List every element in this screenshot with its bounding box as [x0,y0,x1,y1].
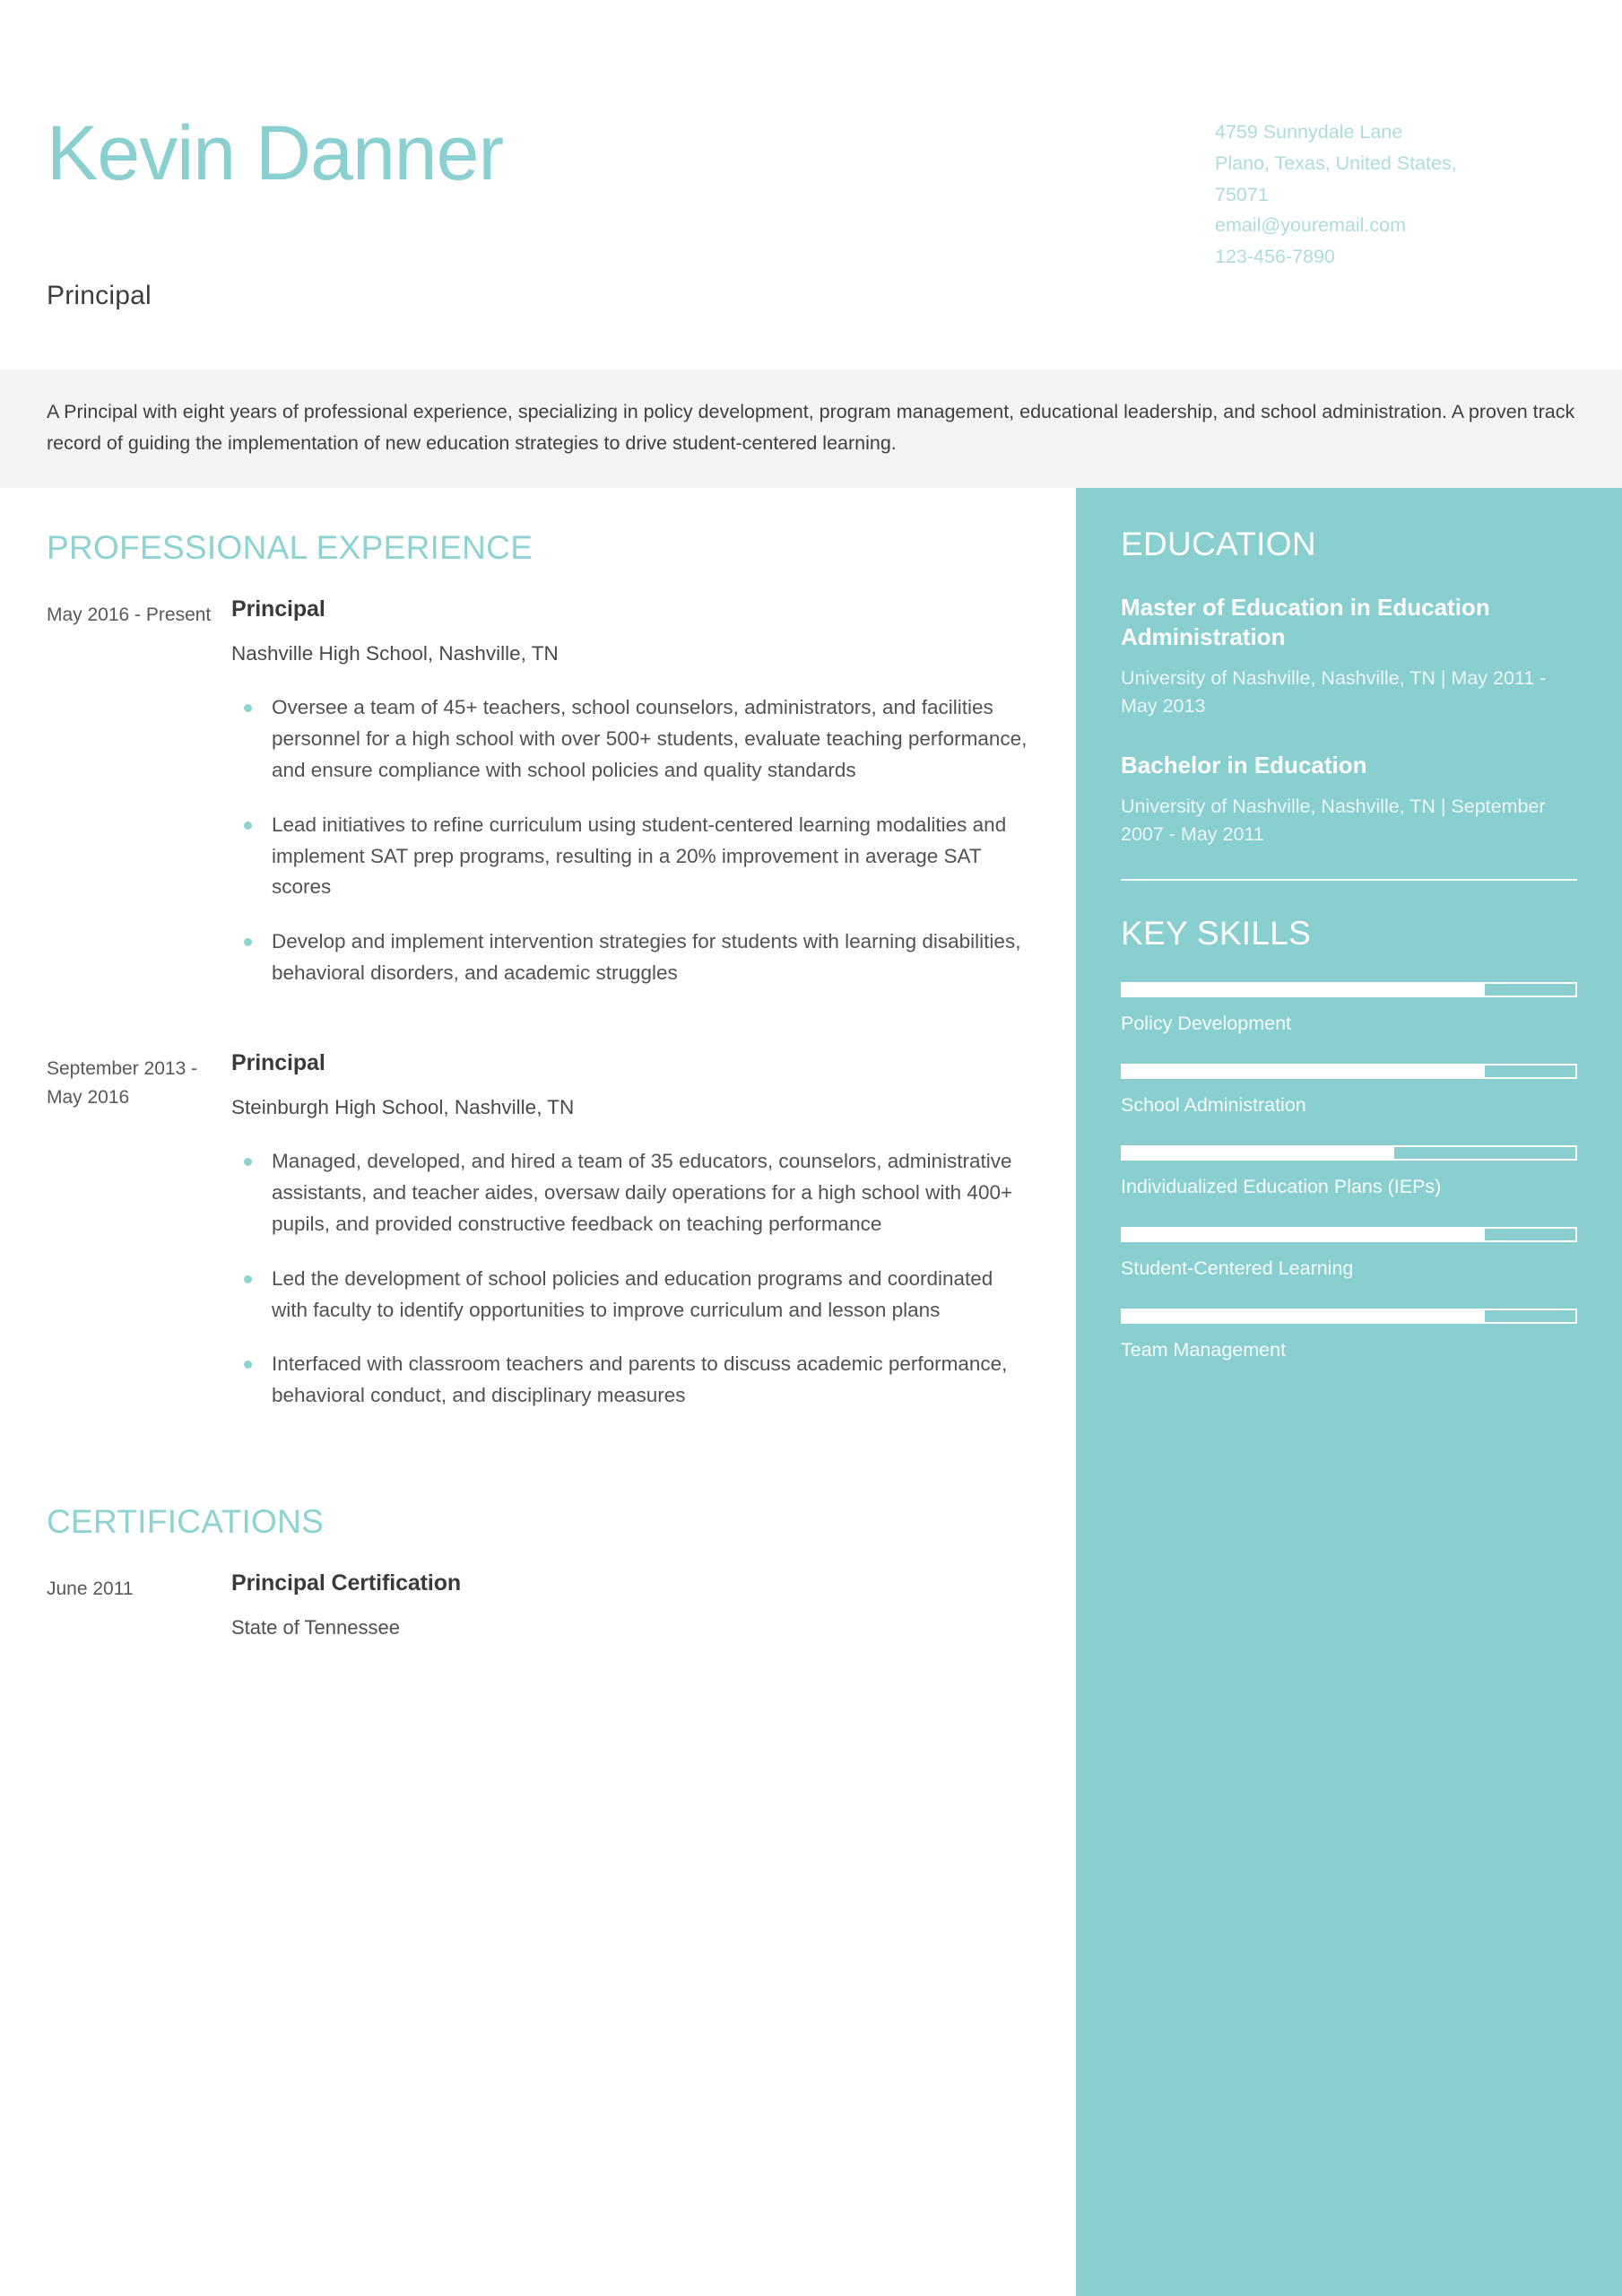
experience-bullet [231,926,1029,989]
bullet-dot-icon [244,1158,252,1166]
resume-body [0,488,1622,2296]
contact-address-line2: Plano, Texas, United States, [1215,152,1457,174]
education-degree: Bachelor in Education [1121,751,1367,778]
summary-text: A Principal with eight years of professional experience, specializing in policy development, program management, educational leadership, and school administration. A proven track record of guiding the implementation of new education strategies to drive student-centered learning. [47,401,1575,454]
experience-bullet [231,1146,1029,1240]
contact-block [1215,117,1511,273]
skill-label: Individualized Education Plans (IEPs) [1121,1175,1442,1197]
experience-entry-organization: Steinburgh High School, Nashville, TN [231,1096,575,1118]
certification-title: Principal Certification [231,1570,462,1596]
skill-level-fill [1123,984,1485,996]
experience-bullet-text: Oversee a team of 45+ teachers, school counselors, administrators, and facilities personnel for a high school with over 500+ students, evaluate teaching performance, and ensure compliance with school policies and quality standards [272,696,1028,781]
resume-header [0,0,1622,359]
skill-level-bar [1121,1145,1577,1161]
bullet-dot-icon [244,822,252,830]
experience-bullet-list [231,692,1029,989]
skill-label: Student-Centered Learning [1121,1257,1354,1279]
certification-entry [47,1570,1029,1639]
experience-entry [47,596,1029,1013]
skill-level-fill [1123,1147,1394,1159]
section-title-education: EDUCATION [1121,526,1316,562]
skill-level-bar [1121,1064,1577,1079]
experience-entry-role: Principal [231,596,325,622]
skill-level-fill [1123,1310,1485,1322]
experience-bullet-text: Managed, developed, and hired a team of 35 educators, counselors, administrative assistants, and teacher aides, oversaw daily operations for a high school with 400+ pupils, and provided constructive feedback on teaching performance [272,1150,1013,1235]
candidate-name: Kevin Danner [47,110,504,196]
experience-bullet [231,1264,1029,1326]
skill-label: School Administration [1121,1093,1306,1116]
certification-entry-body [213,1570,1029,1639]
certification-list [47,1570,1029,1639]
experience-bullet-list [231,1146,1029,1412]
experience-list [47,596,1029,1435]
experience-bullet-text: Lead initiatives to refine curriculum using student-centered learning modalities and implement SAT prep programs, resulting in a 20% improvement in average SAT scores [272,813,1007,899]
skill-item [1121,982,1577,1037]
skill-level-fill [1123,1229,1485,1240]
experience-entry [47,1050,1029,1435]
education-list [1121,593,1577,848]
skills-list [1121,982,1577,1363]
contact-address-line1: 4759 Sunnydale Lane [1215,121,1403,143]
section-title-certifications: CERTIFICATIONS [47,1503,325,1541]
experience-bullet [231,692,1029,787]
bullet-dot-icon [244,938,252,946]
contact-phone[interactable]: 123-456-7890 [1215,246,1335,268]
experience-entry-body [213,1050,1029,1435]
section-title-key-skills: KEY SKILLS [1121,914,1312,952]
education-item [1121,593,1577,720]
experience-bullet-text: Interfaced with classroom teachers and parents to discuss academic performance, behavioral conduct, and disciplinary measures [272,1352,1008,1407]
experience-bullet-text: Develop and implement intervention strategies for students with learning disabilities, behavioral disorders, and academic struggles [272,930,1021,985]
education-degree: Master of Education in Education Administration [1121,594,1490,650]
sidebar [1076,488,1622,2296]
professional-summary [0,370,1622,488]
main-column [0,488,1076,1645]
certification-entry-date: June 2011 [47,1578,134,1600]
experience-bullet [231,1349,1029,1412]
experience-entry-role: Principal [231,1050,325,1075]
education-meta: University of Nashville, Nashville, TN | September 2007 - May 2011 [1121,795,1546,845]
education-meta: University of Nashville, Nashville, TN | May 2011 - May 2013 [1121,666,1547,717]
bullet-dot-icon [244,1275,252,1283]
skill-item [1121,1309,1577,1363]
contact-address-line3: 75071 [1215,183,1269,205]
candidate-job-title: Principal [47,281,152,310]
skill-item [1121,1064,1577,1118]
certification-issuer: State of Tennessee [231,1616,400,1639]
skill-label: Policy Development [1121,1012,1292,1034]
experience-bullet-text: Led the development of school policies and education programs and coordinated with faculty to identify opportunities to improve curriculum and lesson plans [272,1266,993,1321]
skill-label: Team Management [1121,1338,1287,1361]
experience-entry-body [213,596,1029,1013]
skill-item [1121,1145,1577,1200]
section-title-experience: PROFESSIONAL EXPERIENCE [47,529,533,566]
sidebar-divider [1121,879,1577,881]
education-item [1121,751,1577,848]
skill-item [1121,1227,1577,1282]
contact-email[interactable]: email@youremail.com [1215,214,1406,237]
experience-entry-organization: Nashville High School, Nashville, TN [231,642,559,665]
skill-level-bar [1121,1309,1577,1324]
experience-entry-date: May 2016 - Present [47,604,212,625]
skill-level-fill [1123,1065,1485,1077]
skill-level-bar [1121,1227,1577,1242]
bullet-dot-icon [244,704,252,712]
skill-level-bar [1121,982,1577,997]
bullet-dot-icon [244,1361,252,1369]
experience-entry-date: September 2013 - May 2016 [47,1058,198,1108]
experience-bullet [231,810,1029,904]
